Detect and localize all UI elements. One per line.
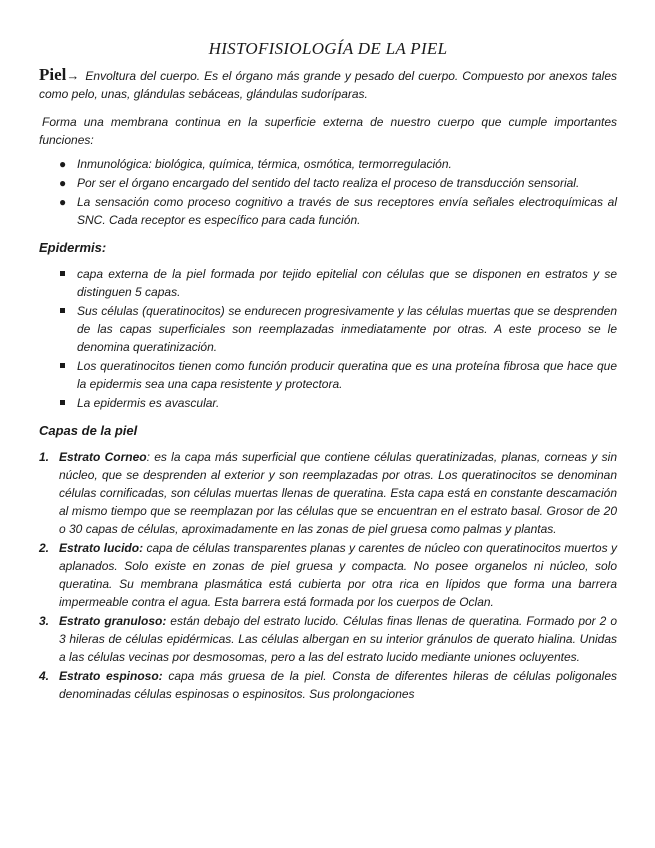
square-bullet-icon bbox=[60, 363, 65, 368]
document-page bbox=[39, 38, 617, 704]
list-item bbox=[39, 667, 617, 703]
item-number: 4. bbox=[39, 669, 50, 683]
functions-intro: Forma una membrana continua en la superficie externa de nuestro cuerpo que cumple importantes funciones: bbox=[39, 115, 617, 147]
intro-text: Envoltura del cuerpo. Es el órgano más grande y pesado del cuerpo. Compuesto por anexos tales como pelo, unas, glándulas sebáceas, glándulas sudoríparas. bbox=[39, 69, 617, 101]
list-item: ● Por ser el órgano encargado del sentido del tacto realiza el proceso de transducción sensorial. bbox=[59, 176, 580, 190]
list-item bbox=[39, 539, 617, 611]
lead-word: Piel bbox=[39, 65, 67, 84]
square-bullet-icon bbox=[60, 400, 65, 405]
list-item: Los queratinocitos tienen como función producir queratina que es una proteína fibrosa que hace que la epidermis sea una capa resistente y protectora. bbox=[39, 357, 617, 393]
square-bullet-icon bbox=[60, 308, 65, 313]
square-bullet-icon bbox=[60, 271, 65, 276]
intro-paragraph bbox=[39, 66, 617, 103]
layer-term: Estrato lucido: bbox=[59, 541, 144, 555]
page-title: HISTOFISIOLOGÍA DE LA PIEL bbox=[208, 39, 448, 58]
item-number: 2. bbox=[39, 541, 50, 555]
layer-description: : es la capa más superficial que contiene células queratinizadas, planas, corneas y sin núcleo, que se desprenden al exterior y son reemplazadas por otras. Los queratinocitos se denominan células cornificadas, son células muertas llenas de queratina. Esta capa está en constante descamación al mismo tiempo que se reemplazan por las células que se encuentran en el estrato basal. Grosor de 20 o 30 capas de células, aproximadamente en las zonas de piel gruesa como palmas y plantas. bbox=[59, 450, 618, 536]
bullet-icon: ● bbox=[59, 176, 67, 190]
list-item: La epidermis es avascular. bbox=[39, 394, 617, 412]
list-item bbox=[39, 448, 617, 538]
list-item bbox=[39, 612, 617, 666]
bullet-icon: ● bbox=[59, 157, 67, 171]
item-number: 3. bbox=[39, 614, 50, 628]
epidermis-list bbox=[39, 265, 617, 412]
layers-list bbox=[39, 448, 617, 703]
list-item: ● La sensación como proceso cognitivo a través de sus receptores envía señales electroquímicas al SNC. Cada receptor es específico para cada función. bbox=[59, 195, 617, 227]
layer-term: Estrato granuloso: bbox=[59, 614, 167, 628]
arrow-icon: → bbox=[66, 68, 80, 83]
list-item: Sus células (queratinocitos) se endurecen progresivamente y las células muertas que se desprenden de las capas superficiales son reemplazadas inmediatamente por otras. A este proceso se le denomina queratinización. bbox=[39, 302, 617, 356]
layer-description: están debajo del estrato lucido. Células finas llenas de queratina. Formado por 2 o 3 hileras de células epidérmicas. Las células albergan en su interior gránulos de querato hialina. Unidas a las células vecinas por desmosomas, pero a las del estrato lucido mediante uniones ocluyentes. bbox=[59, 614, 617, 664]
list-item: capa externa de la piel formada por tejido epitelial con células que se disponen en estratos y se distinguen 5 capas. bbox=[39, 265, 617, 301]
epidermis-heading: Epidermis: bbox=[39, 240, 107, 255]
layer-term: Estrato espinoso: bbox=[59, 669, 163, 683]
list-item: ● Inmunológica: biológica, química, térmica, osmótica, termorregulación. bbox=[59, 157, 452, 171]
layers-heading: Capas de la piel bbox=[39, 423, 138, 438]
layer-description: capa de células transparentes planas y carentes de núcleo con queratinocitos muertos y aplanados. Solo existe en zonas de piel gruesa y compacta. No posee organelos ni núcleo, solo queratina. Su membrana plasmática está cubierta por otra rica en lípidos que forma una barrera impermeable contra el agua. Esta barrera está formada por los cuerpos de Oclan. bbox=[59, 541, 617, 609]
layer-term: Estrato Corneo bbox=[59, 450, 147, 464]
layer-description: capa más gruesa de la piel. Consta de diferentes hileras de células poligonales denominadas células espinosas o espinositos. Sus prolongaciones bbox=[59, 669, 617, 701]
bullet-icon: ● bbox=[59, 195, 67, 209]
functions-list bbox=[39, 155, 617, 229]
item-number: 1. bbox=[39, 450, 50, 464]
